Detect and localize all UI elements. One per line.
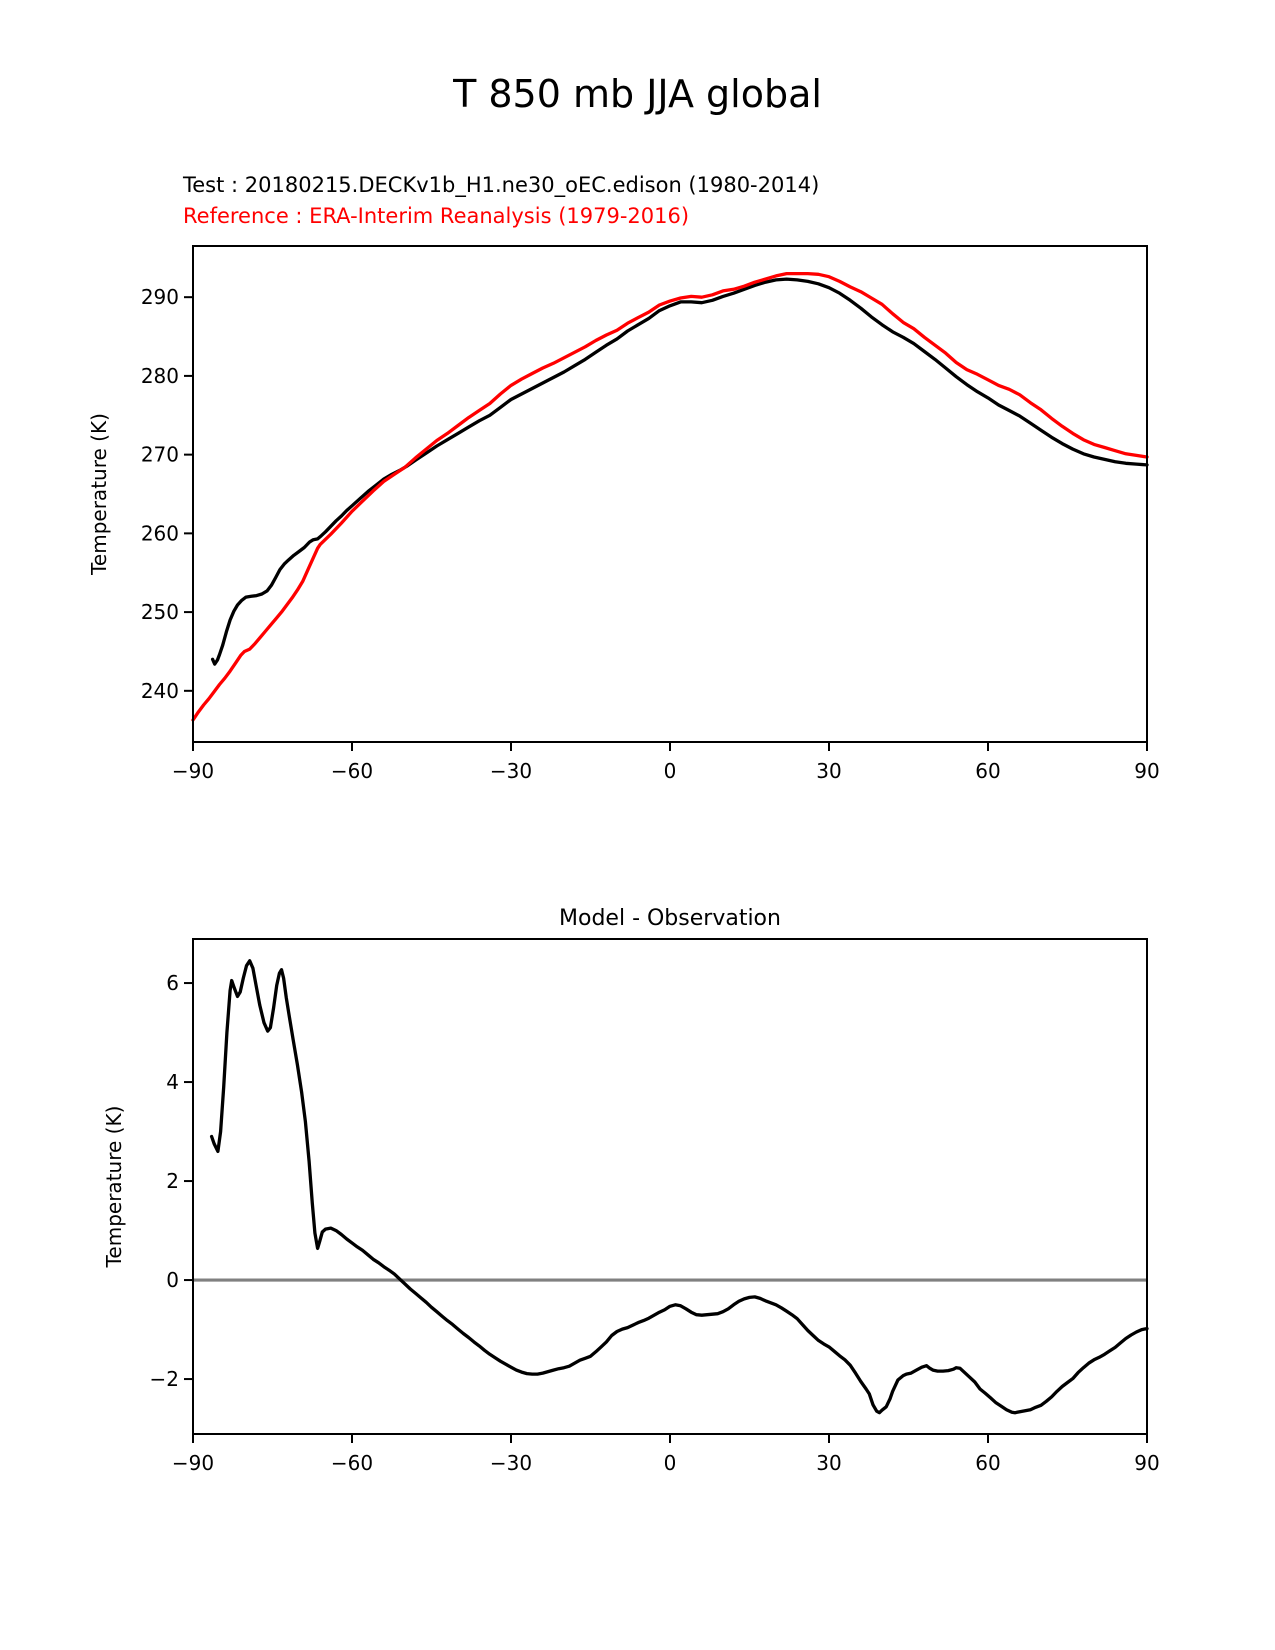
x-axis-tick-label: 30 [816,759,842,783]
x-axis-tick-label: −30 [489,1451,533,1475]
plot-border [193,939,1147,1434]
y-axis-tick-label: 250 [140,600,179,625]
x-axis-tick-label: 60 [975,759,1001,783]
y-axis-tick-label: −2 [149,1367,179,1392]
y-axis-tick-label: 6 [166,971,179,996]
figure-title: T 850 mb JJA global [453,72,822,116]
y-axis-tick-label: 270 [140,442,179,467]
legend-test-label: Test : 20180215.DECKv1b_H1.ne30_oEC.edison (1980-2014) [183,173,820,197]
x-axis-tick-label: −60 [330,759,374,783]
test-curve [213,279,1147,664]
y-axis-tick-label: 260 [140,521,179,546]
x-axis-tick-label: −90 [171,1451,215,1475]
y-axis-tick-label: 240 [140,678,179,703]
x-axis-tick-label: 90 [1134,1451,1160,1475]
reference-curve [193,274,1147,720]
x-axis-tick-label: −90 [171,759,215,783]
y-axis-tick-label: 290 [140,285,179,310]
x-axis-tick-label: 0 [663,759,677,783]
y-axis-label: Temperature (K) [102,1105,126,1268]
y-axis-label: Temperature (K) [87,413,111,575]
x-axis-tick-label: 0 [663,1451,677,1475]
plot-border [193,246,1147,742]
temperature-chart [87,246,1160,783]
subplot-title: Model - Observation [559,906,781,931]
y-axis-tick-label: 2 [166,1169,179,1194]
legend-reference-label: Reference : ERA-Interim Reanalysis (1979-2016) [183,204,690,228]
x-axis-tick-label: 60 [975,1451,1001,1475]
y-axis-tick-label: 4 [166,1070,179,1095]
x-axis-tick-label: −60 [330,1451,374,1475]
x-axis-tick-label: 90 [1134,759,1160,783]
y-axis-tick-label: 0 [166,1268,179,1293]
difference-chart [102,906,1160,1475]
x-axis-tick-label: −30 [489,759,533,783]
x-axis-tick-label: 30 [816,1451,842,1475]
difference-curve [212,961,1147,1413]
y-axis-tick-label: 280 [140,363,179,388]
